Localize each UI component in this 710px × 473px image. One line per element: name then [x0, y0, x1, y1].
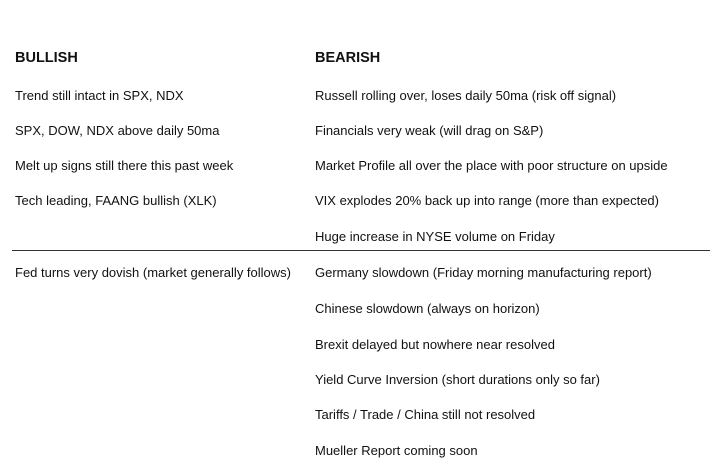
bearish-item: Germany slowdown (Friday morning manufacturing report) [315, 265, 652, 280]
bearish-item: Huge increase in NYSE volume on Friday [315, 229, 555, 244]
bearish-item: Mueller Report coming soon [315, 443, 478, 458]
bullish-header: BULLISH [15, 50, 78, 66]
bullish-item: Trend still intact in SPX, NDX [15, 88, 184, 103]
section-divider [12, 250, 710, 251]
bullish-item: Melt up signs still there this past week [15, 158, 234, 173]
bearish-item: Market Profile all over the place with poor structure on upside [315, 158, 668, 173]
bullish-item: Fed turns very dovish (market generally follows) [15, 265, 291, 280]
bearish-item: Russell rolling over, loses daily 50ma (risk off signal) [315, 88, 617, 103]
bearish-item: Financials very weak (will drag on S&P) [315, 123, 544, 138]
bullish-item: Tech leading, FAANG bullish (XLK) [15, 193, 217, 208]
bullish-item: SPX, DOW, NDX above daily 50ma [15, 123, 220, 138]
bearish-item: Brexit delayed but nowhere near resolved [315, 337, 555, 352]
bearish-item: VIX explodes 20% back up into range (more than expected) [315, 193, 659, 208]
bearish-item: Yield Curve Inversion (short durations only so far) [315, 372, 600, 387]
bearish-item: Chinese slowdown (always on horizon) [315, 301, 540, 316]
bearish-header: BEARISH [315, 50, 381, 66]
bearish-item: Tariffs / Trade / China still not resolved [315, 407, 536, 422]
